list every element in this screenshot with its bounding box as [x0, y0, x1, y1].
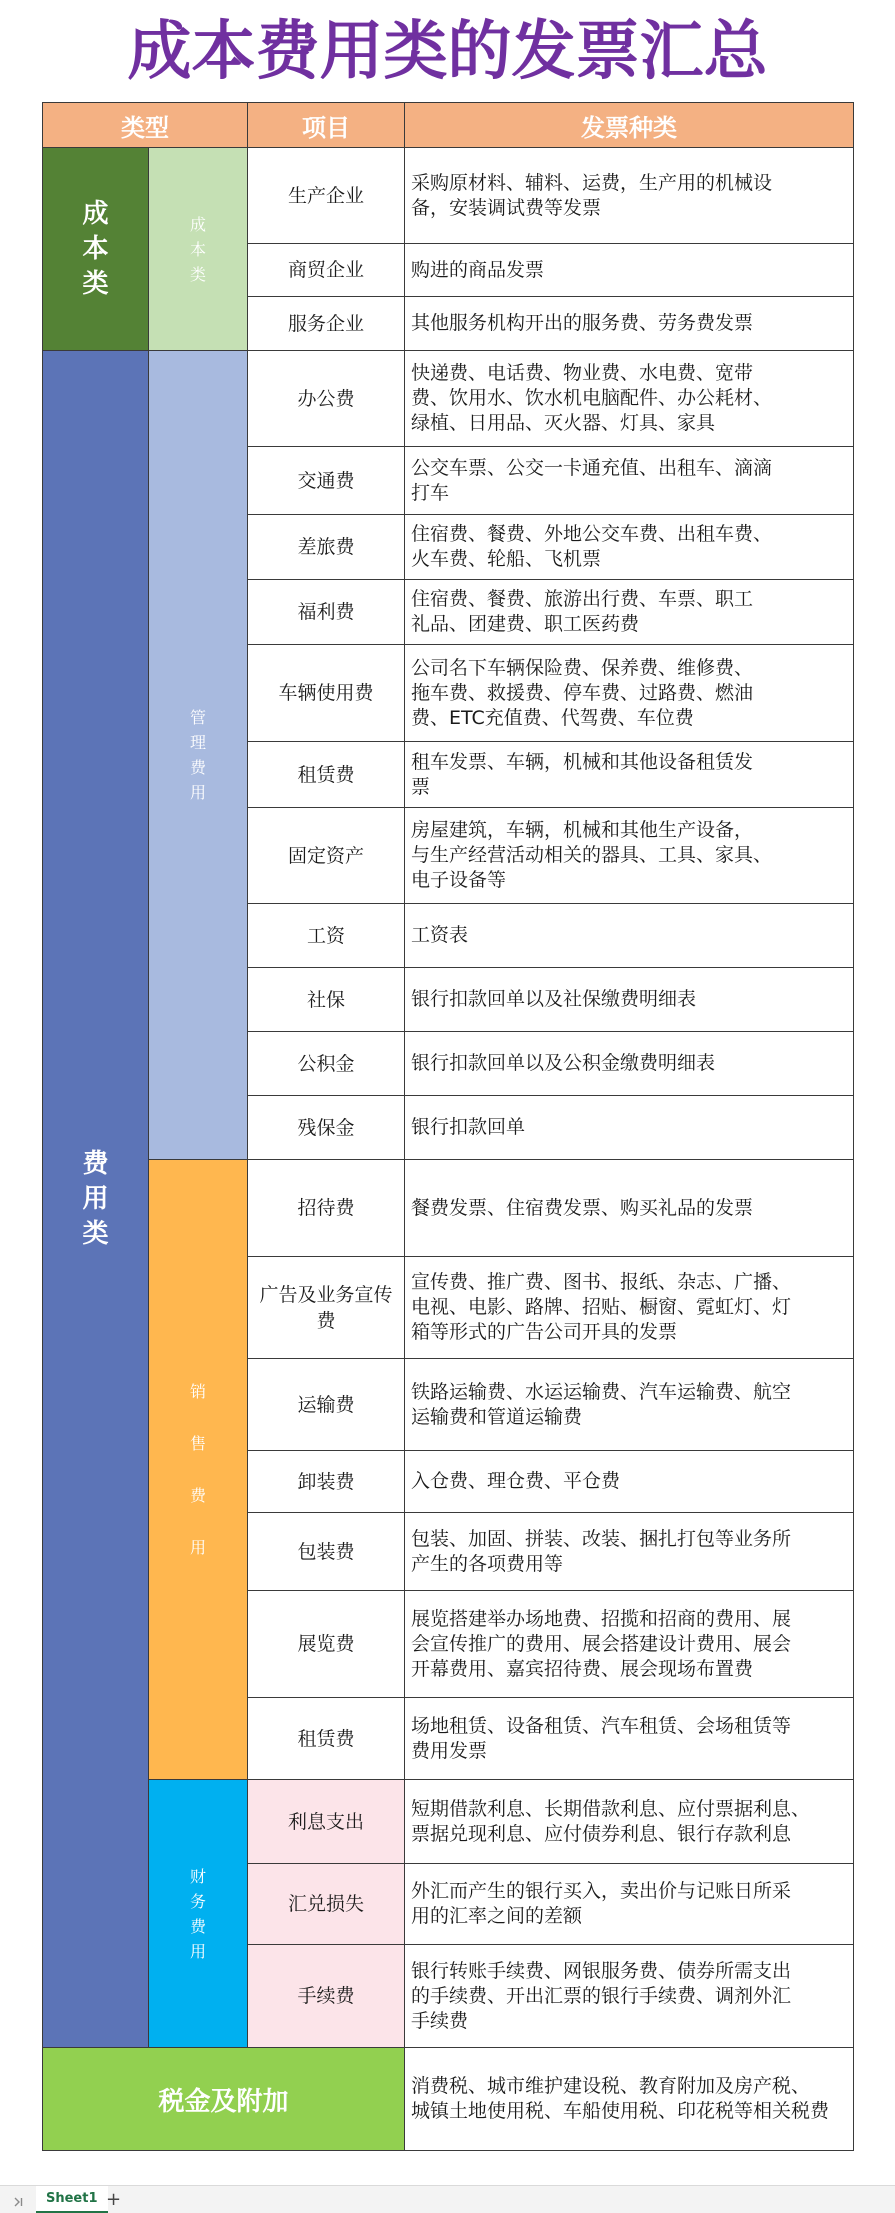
- invoice-cell[interactable]: 展览搭建举办场地费、招揽和招商的费用、展 会宣传推广的费用、展会搭建设计费用、展会 开幕费用、嘉宾招待费、展会现场布置费: [405, 1591, 854, 1698]
- item-cell[interactable]: 车辆使用费: [248, 645, 405, 742]
- item-cell[interactable]: 招待费: [248, 1160, 405, 1257]
- invoice-cell[interactable]: 租车发票、车辆，机械和其他设备租赁发 票: [405, 742, 854, 808]
- expense-category-cell[interactable]: [43, 351, 149, 2048]
- invoice-cell[interactable]: 其他服务机构开出的服务费、劳务费发票: [405, 297, 854, 351]
- admin-expense-cell[interactable]: [149, 351, 248, 1160]
- add-sheet-button[interactable]: +: [106, 2189, 122, 2210]
- sheet-tab-bar: [0, 2185, 895, 2213]
- cost-subcategory-cell[interactable]: [149, 148, 248, 351]
- page-title: 成本费用类的发票汇总: [127, 15, 768, 89]
- header-item[interactable]: 项目: [248, 103, 405, 148]
- header-type[interactable]: 类型: [43, 103, 248, 148]
- sales-expense-cell[interactable]: [149, 1160, 248, 1780]
- invoice-cell[interactable]: 采购原材料、辅料、运费，生产用的机械设 备，安装调试费等发票: [405, 148, 854, 244]
- invoice-cell[interactable]: 外汇而产生的银行买入，卖出价与记账日所采 用的汇率之间的差额: [405, 1864, 854, 1945]
- admin-expense-label: 管理费用: [189, 708, 206, 802]
- item-cell[interactable]: 卸装费: [248, 1451, 405, 1513]
- invoice-cell[interactable]: 公交车票、公交一卡通充值、出租车、滴滴 打车: [405, 447, 854, 515]
- invoice-cell[interactable]: 银行扣款回单: [405, 1096, 854, 1160]
- invoice-cell[interactable]: 入仓费、理仓费、平仓费: [405, 1451, 854, 1513]
- invoice-cell[interactable]: 场地租赁、设备租赁、汽车租赁、会场租赁等 费用发票: [405, 1698, 854, 1780]
- expense-category-label: 费用类: [82, 1148, 109, 1249]
- invoice-cell[interactable]: 铁路运输费、水运运输费、汽车运输费、航空 运输费和管道运输费: [405, 1359, 854, 1451]
- item-cell[interactable]: 利息支出: [248, 1780, 405, 1864]
- invoice-cell[interactable]: 住宿费、餐费、外地公交车费、出租车费、 火车费、轮船、飞机票: [405, 515, 854, 580]
- invoice-cell[interactable]: 公司名下车辆保险费、保养费、维修费、 拖车费、救援费、停车费、过路费、燃油 费、ETC充值费、代驾费、车位费: [405, 645, 854, 742]
- invoice-cell[interactable]: 住宿费、餐费、旅游出行费、车票、职工 礼品、团建费、职工医药费: [405, 580, 854, 645]
- item-cell[interactable]: 汇兑损失: [248, 1864, 405, 1945]
- invoice-cell[interactable]: 购进的商品发票: [405, 244, 854, 297]
- invoice-cell[interactable]: 快递费、电话费、物业费、水电费、宽带 费、饮用水、饮水机电脑配件、办公耗材、 绿植、日用品、灭火器、灯具、家具: [405, 351, 854, 447]
- item-cell[interactable]: 包装费: [248, 1513, 405, 1591]
- item-cell[interactable]: 租赁费: [248, 1698, 405, 1780]
- item-cell[interactable]: 手续费: [248, 1945, 405, 2048]
- cost-subcategory-label: 成本类: [189, 214, 206, 284]
- invoice-summary-table: [42, 102, 854, 2151]
- item-cell[interactable]: 福利费: [248, 580, 405, 645]
- item-cell[interactable]: 工资: [248, 904, 405, 968]
- last-sheet-icon[interactable]: [12, 2193, 24, 2205]
- cost-category-label: 成本类: [82, 198, 109, 299]
- item-cell[interactable]: 服务企业: [248, 297, 405, 351]
- finance-expense-label: 财务费用: [189, 1866, 206, 1961]
- sales-expense-label: 销售费用: [189, 1381, 206, 1557]
- item-cell[interactable]: 运输费: [248, 1359, 405, 1451]
- item-cell[interactable]: 社保: [248, 968, 405, 1032]
- invoice-cell[interactable]: 银行转账手续费、网银服务费、债券所需支出 的手续费、开出汇票的银行手续费、调剂外汇 手续费: [405, 1945, 854, 2048]
- cost-category-cell[interactable]: [43, 148, 149, 351]
- item-cell[interactable]: 广告及业务宣传费: [248, 1257, 405, 1359]
- item-cell[interactable]: 残保金: [248, 1096, 405, 1160]
- invoice-cell[interactable]: 银行扣款回单以及公积金缴费明细表: [405, 1032, 854, 1096]
- item-cell[interactable]: 租赁费: [248, 742, 405, 808]
- item-cell[interactable]: 生产企业: [248, 148, 405, 244]
- item-cell[interactable]: 商贸企业: [248, 244, 405, 297]
- invoice-cell[interactable]: 银行扣款回单以及社保缴费明细表: [405, 968, 854, 1032]
- invoice-cell[interactable]: 餐费发票、住宿费发票、购买礼品的发票: [405, 1160, 854, 1257]
- invoice-cell[interactable]: 工资表: [405, 904, 854, 968]
- invoice-cell[interactable]: 包装、加固、拼装、改装、捆扎打包等业务所 产生的各项费用等: [405, 1513, 854, 1591]
- header-invoice-type[interactable]: 发票种类: [405, 103, 854, 148]
- invoice-cell[interactable]: 宣传费、推广费、图书、报纸、杂志、广播、 电视、电影、路牌、招贴、橱窗、霓虹灯、灯 箱等形式的广告公司开具的发票: [405, 1257, 854, 1359]
- sheet-tab-label: Sheet1: [46, 2191, 98, 2206]
- item-cell[interactable]: 展览费: [248, 1591, 405, 1698]
- item-cell[interactable]: 固定资产: [248, 808, 405, 904]
- invoice-cell[interactable]: 房屋建筑，车辆，机械和其他生产设备， 与生产经营活动相关的器具、工具、家具、 电子设备等: [405, 808, 854, 904]
- invoice-cell[interactable]: 消费税、城市维护建设税、教育附加及房产税、 城镇土地使用税、车船使用税、印花税等相关税费: [405, 2048, 854, 2151]
- item-cell[interactable]: 办公费: [248, 351, 405, 447]
- finance-expense-cell[interactable]: [149, 1780, 248, 2048]
- sheet-tab-sheet1[interactable]: [36, 2186, 108, 2213]
- item-cell[interactable]: 公积金: [248, 1032, 405, 1096]
- tax-surcharge-cell[interactable]: 税金及附加: [43, 2048, 405, 2151]
- item-cell[interactable]: 交通费: [248, 447, 405, 515]
- invoice-cell[interactable]: 短期借款利息、长期借款利息、应付票据利息、 票据兑现利息、应付债券利息、银行存款利息: [405, 1780, 854, 1864]
- item-cell[interactable]: 差旅费: [248, 515, 405, 580]
